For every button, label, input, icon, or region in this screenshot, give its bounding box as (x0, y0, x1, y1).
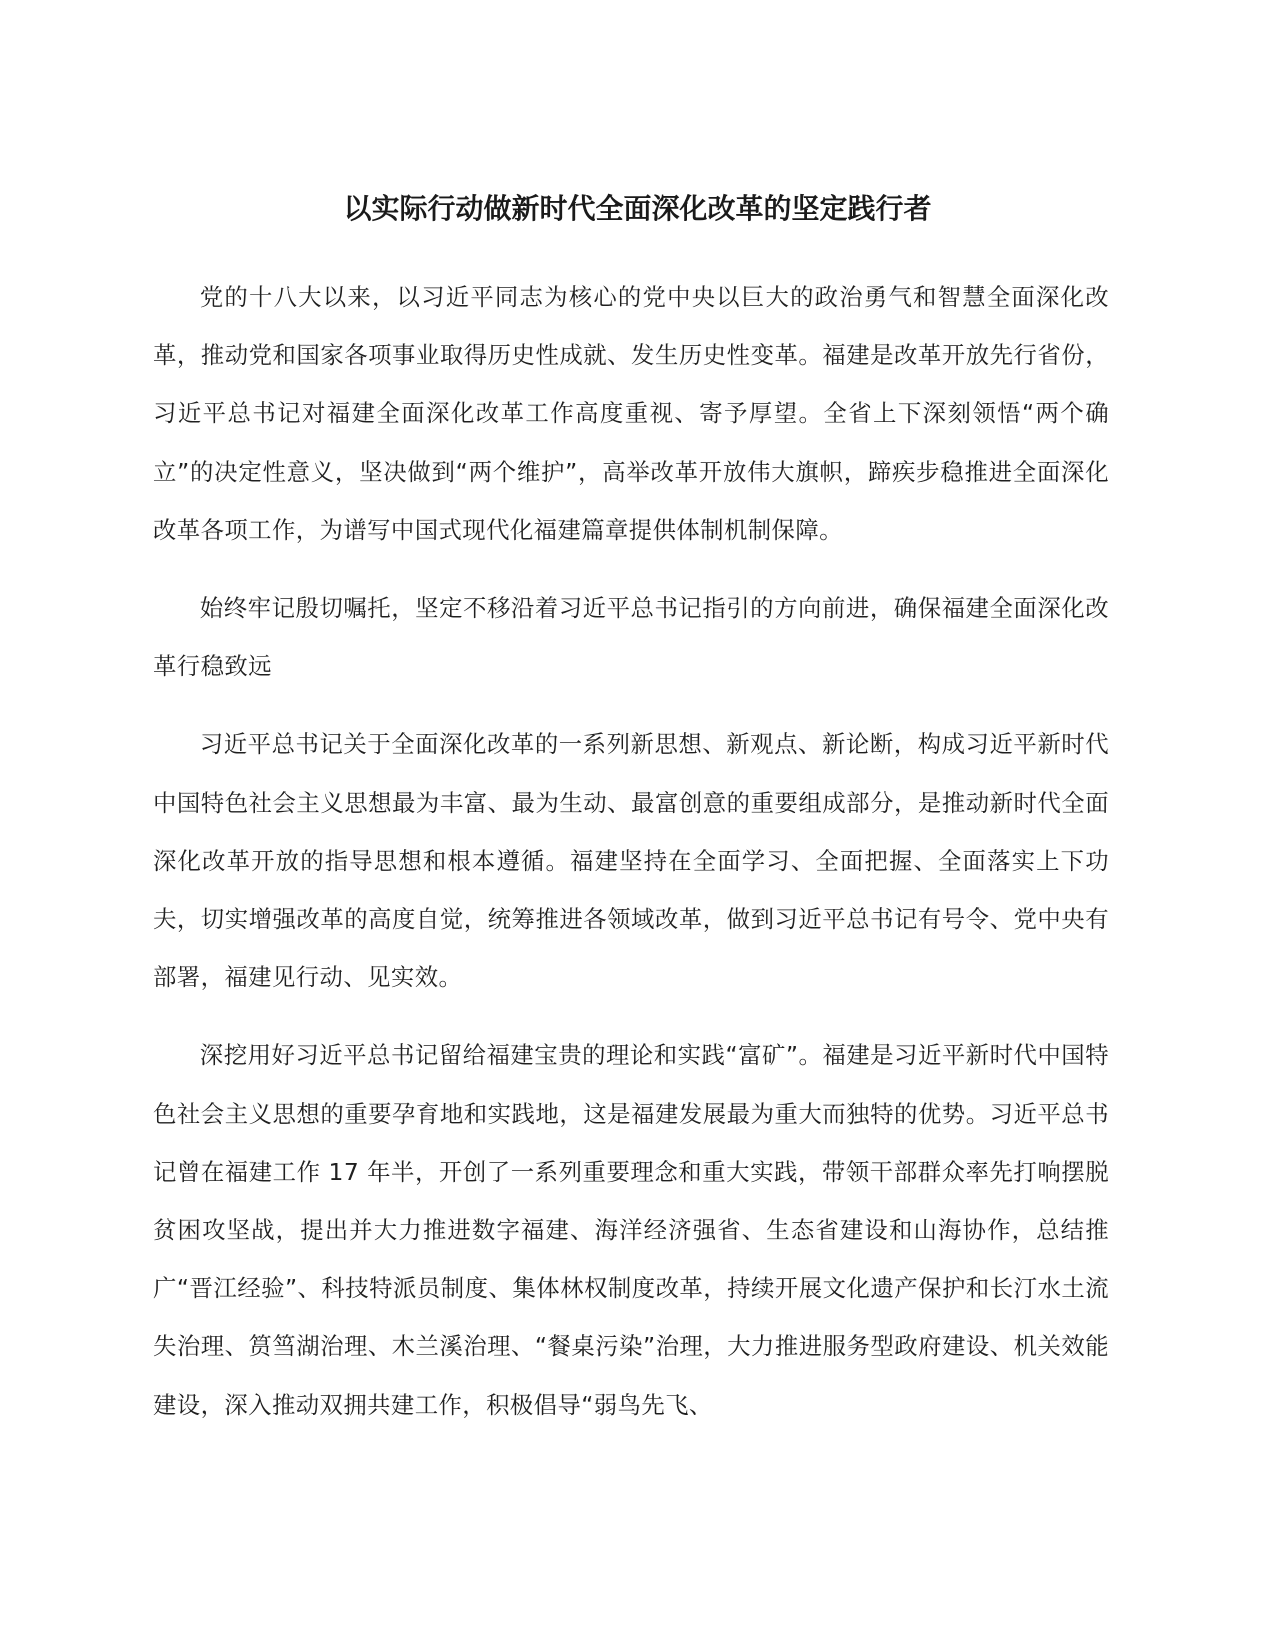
paragraph-intro: 党的十八大以来，以习近平同志为核心的党中央以巨大的政治勇气和智慧全面深化改革，推动党和国家各项事业取得历史性成就、发生历史性变革。福建是改革开放先行省份，习近平总书记对福建全面深化改革工作高度重视、寄予厚望。全省上下深刻领悟“两个确立”的决定性意义，坚决做到“两个维护”，高举改革开放伟大旗帜，蹄疾步稳推进全面深化改革各项工作，为谱写中国式现代化福建篇章提供体制机制保障。 (153, 283, 1109, 544)
paragraph-section-heading: 始终牢记殷切嘱托，坚定不移沿着习近平总书记指引的方向前进，确保福建全面深化改革行稳致远 (153, 594, 1109, 681)
paragraph-guiding-thought: 习近平总书记关于全面深化改革的一系列新思想、新观点、新论断，构成习近平新时代中国特色社会主义思想最为丰富、最为生动、最富创意的重要组成部分，是推动新时代全面深化改革开放的指导思想和根本遵循。福建坚持在全面学习、全面把握、全面落实上下功夫，切实增强改革的高度自觉，统筹推进各领域改革，做到习近平总书记有号令、党中央有部署，福建见行动、见实效。 (153, 730, 1109, 992)
document-title: 以实际行动做新时代全面深化改革的坚定践行者 (343, 192, 932, 225)
paragraph-theory-practice: 深挖用好习近平总书记留给福建宝贵的理论和实践“富矿”。福建是习近平新时代中国特色社会主义思想的重要孕育地和实践地，这是福建发展最为重大而独特的优势。习近平总书记曾在福建工作 17 年半，开创了一系列重要理念和重大实践，带领干部群众率先打响摆脱贫困攻坚战，提出并大力推进数字福建、海洋经济强省、生态省建设和山海协作，总结推广“晋江经验”、科技特派员制度、集体林权制度改革，持续开展文化遗产保护和长汀水土流失治理、筼筜湖治理、木兰溪治理、“餐桌污染”治理，大力推进服务型政府建设、机关效能建设，深入推动双拥共建工作，积极倡导“弱鸟先飞、 (153, 1041, 1109, 1419)
document-body (153, 268, 1109, 1454)
